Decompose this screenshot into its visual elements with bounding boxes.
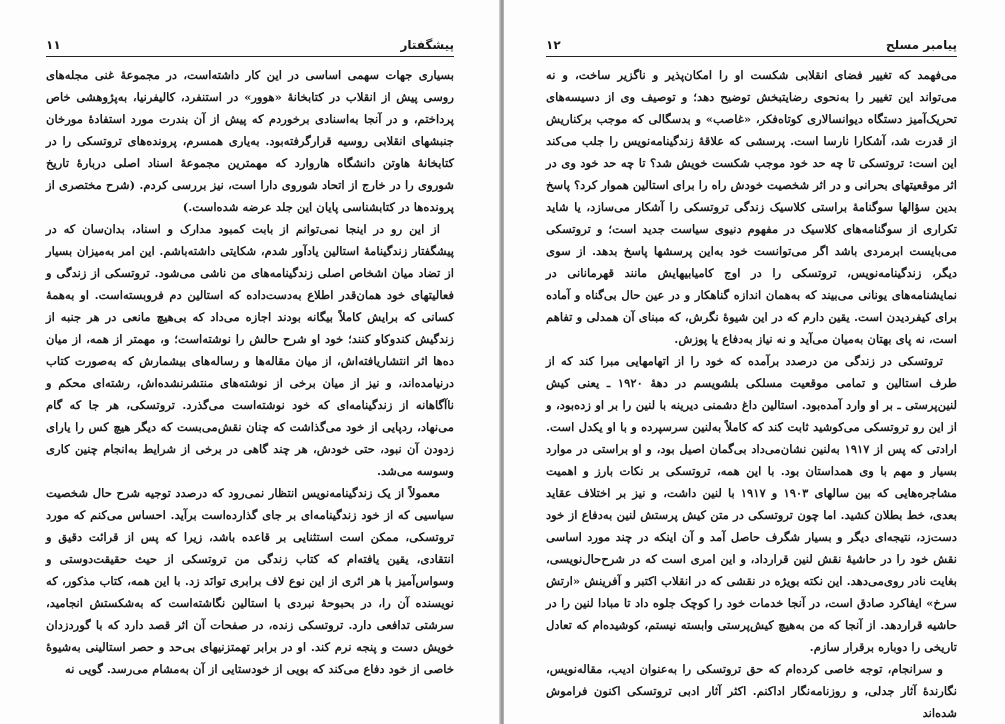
left-page-number: ۱۱ [46, 38, 61, 52]
right-paragraph-1: می‌فهمد که تغییر فضای انقلابی شکست او را امکان‌پذیر و ناگزیر ساخت، و نه می‌تواند این تغییر را به‌نحوی رضایتبخش توضیح دهد؛ و توصیف وی از دسیسه‌های تحریک‌آمیز دستگاه دیوانسالاری کوتاه‌فکر، «غاصب» و بدسگالی که موجب برکناریش از قدرت شد، آشکارا نارسا است. پرسشی که علاقهٔ زندگینامه‌نویس را جلب می‌کند این است: تروتسکی تا چه حد خود موجب شکست خویش شد؟ تا چه حد خود وی در اثر موقعیتهای بحرانی و در اثر شخصیت خودش راه را برای استالین هموار کرد؟ پاسخ بدین سؤالها سوگنامهٔ براستی کلاسیک زندگی تروتسکی را آشکار می‌سازد، یا شاید تکراری از سوگنامه‌های کلاسیک در مفهوم دنیوی سیاست جدید است؛ و تروتسکی می‌بایست ابرمردی باشد اگر می‌توانست خود به‌این پرسشها پاسخ بدهد. از سوی دیگر، زندگینامه‌نویس، تروتسکی را در اوج کامیابیهایش مانند قهرمانانی در نمایشنامه‌های یونانی می‌بیند که به‌همان اندازه گناهکار و در عین حال بی‌گناه و آماده برای کیفردیدن است. یقین دارم که در این شیوهٔ نگرش، که مبنای آن همدلی و تفاهم است، نه پای بهتان به‌میان می‌آید و نه نیاز به‌دفاع یا پوزش. [546, 68, 957, 346]
right-page-number: ۱۲ [546, 38, 561, 52]
right-running-title: پیامبر مسلح [885, 38, 957, 52]
right-paragraph-3: و سرانجام، توجه خاصی کرده‌ام که حق تروتسکی را به‌عنوان ادیب، مقاله‌نویس، نگارندهٔ آثار جدلی، و روزنامه‌نگار اداکنم. اکثر آثار ادبی تروتسکی اکنون فراموش شده‌اند [546, 662, 957, 720]
right-page-body [546, 64, 957, 724]
right-header-rule [546, 56, 957, 57]
right-page-header [546, 38, 957, 56]
left-running-title: پیشگفتار [400, 38, 454, 52]
left-paragraph-3: معمولاً از یک زندگینامه‌نویس انتظار نمی‌رود که درصدد توجیه شرح حال شخصیت سیاسیی که از خود زندگینامه‌ای بر جای گذارده‌است برآید. احساس می‌کنم که مورد تروتسکی، ممکن است استثنایی بر قاعده باشد، زیرا که پس از قرائت دقیق و انتقادی، یقین یافته‌ام که کتاب زندگی من تروتسکی از حیث حقیقت‌دوستی و وسواس‌آمیز با هر اثری از این نوع لاف برابری توانَد زد. با این همه، کتاب مذکور، که نویسنده آن را، در بحبوحهٔ نبردی با استالین نگاشته‌است که به‌شکستش انجامید، سرشتی تدافعی دارد. تروتسکی زنده، در صفحات آن اثر قصد دارد که با گوردزدان خویش دست و پنجه نرم کند. او در برابر تهمتزنیهای بی‌حد و حصر استالینی به‌شیوهٔ خاصی از خود دفاع می‌کند که بویی از خودستایی از آن به‌مشام می‌رسد. گویی نه [46, 486, 454, 676]
left-page-header [46, 38, 454, 56]
left-page [0, 0, 500, 724]
left-header-rule [46, 56, 454, 57]
right-page [504, 0, 1005, 724]
left-paragraph-2: از این رو در اینجا نمی‌توانم از بابت کمبود مدارک و اسناد، بدان‌سان که در پیشگفتار زندگینامهٔ استالین یادآور شدم، شکایتی داشته‌باشم. این امر به‌میزان بسیار از تضاد میان اشخاص اصلی زندگینامه‌های من ناشی می‌شود. تروتسکی از زندگی و فعالیتهای خود همان‌قدر اطلاع به‌دست‌داده که استالین دم فروبسته‌است. او به‌همهٔ کسانی که برایش کاملاً بیگانه بودند اجازه می‌داد که بی‌هیچ مانعی در هر جنبه از زندگیش کندوکاو کنند؛ خود او شرح حالش را نوشته‌است؛ و، مهمتر از همه، از میان ده‌ها اثر انتشاریافته‌اش، از میان مقاله‌ها و رساله‌های بیشمارش که به‌صورت کتاب درنیامده‌اند، و نیز از میان برخی از نوشته‌های منتشرنشده‌اش، رشته‌ای محکم و ناآگاهانه از زندگینامه‌ای که خود نوشته‌است می‌گذرد. تروتسکی، هر جا که گام می‌نهاد، ردپایی از خود می‌گذاشت که چنان نقش‌می‌بست که دیگر هیچ کس را یارای زدودن آن نبود، حتی خودش، هر چند گاهی در برخی از شرایط به‌انجام چنین کاری وسوسه می‌شد. [46, 222, 454, 478]
left-page-body [46, 64, 454, 680]
right-paragraph-2: تروتسکی در زندگی من درصدد برآمده که خود را از اتهامهایی مبرا کند که از طرف استالین و تمامی موقعیت مسلکی بلشویسم در دههٔ ۱۹۲۰ ـ یعنی کیش لنین‌پرستی ـ بر او وارد آمده‌بود. استالین داغ دشمنی دیرینه با لنین را بر او زده‌بود، و از این رو تروتسکی می‌کوشید ثابت کند که کاملاً به‌لنین سرسپرده و با او یکدل است. ارادتی که پس از ۱۹۱۷ به‌لنین نشان‌می‌داد بی‌گمان اصیل بود، و او براستی در موارد بسیار و مهم با وی همداستان بود. با این همه، تروتسکی بر نکات بارز و اهمیت مشاجره‌هایی که بین سالهای ۱۹۰۳ و ۱۹۱۷ با لنین داشت، و نیز بر اختلاف عقاید بعدی، خط بطلان کشید. اما چون تروتسکی در متن کیش پرستش لنین به‌دفاع از خود دست‌زد، نتیجه‌ای دیگر و بسیار شگرف حاصل آمد و آن اینکه در چند مورد اساسی نقش خود را در حاشیهٔ نقش لنین قرارداد، و این امری است که در شرح‌حال‌نویسی، بغایت نادر روی‌می‌دهد. این نکته بویژه در نقشی که در انقلاب اکتبر و آفرینش «ارتش سرخ» ایفاکرد صادق است، در آنجا خدمات خود را کوچک جلوه داد تا مبادا لنین را در حاشیه قراردهد. از آنجا که من به‌هیچ کیش‌پرستی وابسته نیستم، کوشیده‌ام که تعادل تاریخی را دوباره برقرار سازم. [546, 354, 957, 654]
left-paragraph-1: بسیاری جهات سهمی اساسی در این کار داشته‌است، در مجموعهٔ غنی مجله‌های روسی پیش از انقلاب در کتابخانهٔ «هوور» در استنفرد، کالیفرنیا، به‌پژوهشی خاص پرداختم، و در آنجا به‌اسنادی برخوردم که پیش از آن بندرت مورد استفادهٔ مورخان جنبشهای انقلابی روسیه قرارگرفته‌بود. به‌یاری همسرم، پرونده‌های تروتسکی را در کتابخانهٔ هاوتن دانشگاه هاروارد که مهمترین مجموعهٔ اسناد اصلی دربارهٔ تاریخ شوروی را در خارج از اتحاد شوروی دارا است، نیز بررسی کردم. (شرح مختصری از پرونده‌ها در کتابشناسی پایان این جلد عرضه شده‌است.) [46, 68, 454, 214]
